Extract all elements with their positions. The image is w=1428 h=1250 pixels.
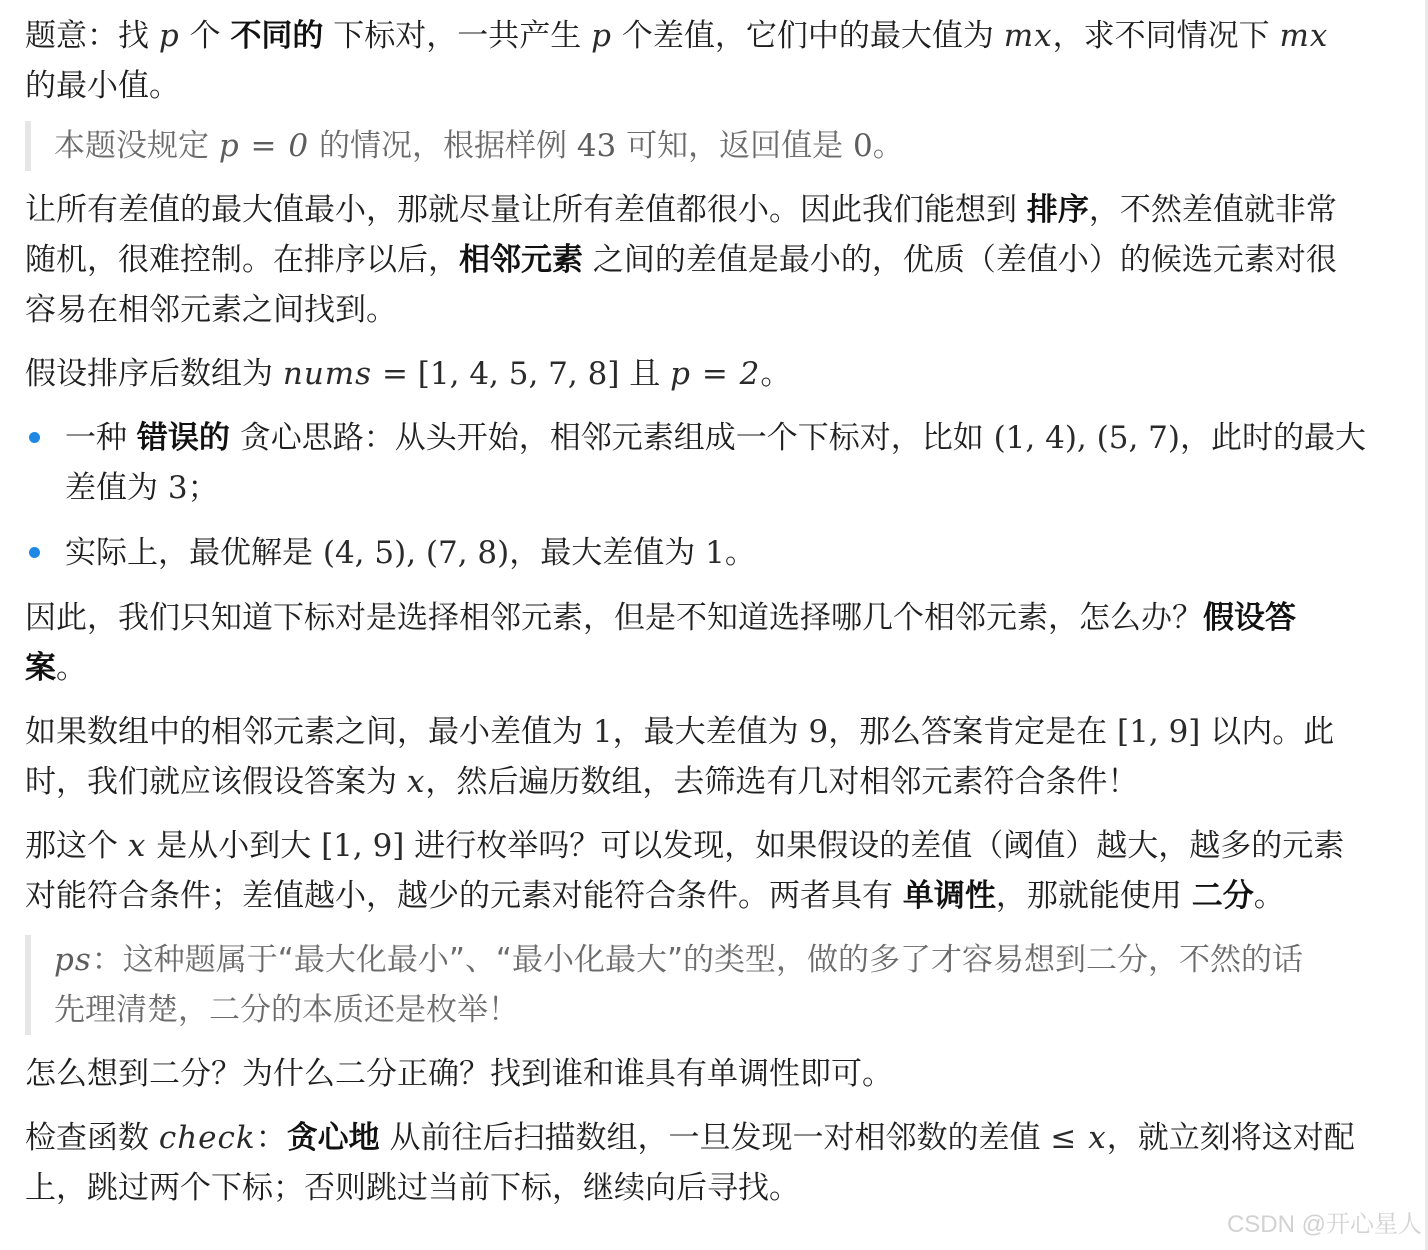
text-run: 。 [760, 356, 792, 392]
text-run: 以内。此 [1200, 714, 1335, 750]
text-run: 是从小到大 [146, 828, 322, 864]
text-line [25, 235, 1387, 285]
bullet-dot [29, 547, 40, 558]
math-inline: mx [1003, 18, 1053, 54]
text-run: 个 [179, 18, 231, 54]
math-inline: = [1, 4, 5, 7, 8] [372, 356, 620, 392]
text-run: 进行枚举吗？可以发现，如果假设的差值（阈值）越大，越多的元素 [404, 828, 1345, 864]
text-line [25, 185, 1387, 235]
math-inline: check [158, 1120, 256, 1156]
text-run: 的最小值。 [25, 68, 180, 104]
text-line [25, 349, 1387, 399]
guess-answer-paragraph [25, 593, 1387, 693]
text-line [65, 463, 1387, 513]
text-run: 本题没规定 [54, 128, 219, 164]
math-inline: 3 [167, 470, 188, 506]
text-run: 因此，我们只知道下标对是选择相邻元素，但是不知道选择哪几个相邻元素，怎么办？ [25, 600, 1203, 636]
text-line [65, 528, 1387, 578]
bold-text: 单调性 [902, 878, 996, 914]
text-run: 检查函数 [25, 1120, 159, 1156]
math-inline: x [406, 764, 426, 800]
list-item [25, 528, 1387, 578]
text-line [25, 61, 1387, 111]
text-run: 随机，很难控制。在排序以后， [25, 242, 459, 278]
text-run: 对能符合条件；差值越小，越少的元素对能符合条件。两者具有 [25, 878, 903, 914]
text-run: 差值为 [65, 470, 168, 506]
text-run: 从前往后扫描数组，一旦发现一对相邻数的差值 [379, 1120, 1051, 1156]
range-paragraph [25, 707, 1387, 807]
text-run: ，就立刻将这对配 [1106, 1120, 1355, 1156]
text-run: 一种 [65, 420, 137, 456]
text-run: 那这个 [25, 828, 128, 864]
bold-text: 不同的 [230, 18, 324, 54]
problem-statement-paragraph [25, 11, 1387, 111]
text-run: 下标对，一共产生 [323, 18, 592, 54]
text-line [25, 707, 1387, 757]
text-run: ，不然差值就非常 [1088, 192, 1337, 228]
bullet-dot [29, 432, 40, 443]
blockquote-note [25, 121, 1387, 171]
text-run: 假设排序后数组为 [25, 356, 283, 392]
text-line [65, 413, 1387, 463]
bold-text: 假设答 [1203, 600, 1296, 636]
text-run: ，那么答案肯定是在 [828, 714, 1118, 750]
text-run: 贪心思路：从头开始，相邻元素组成一个下标对，比如 [229, 420, 994, 456]
text-run: 。 [1253, 878, 1285, 914]
math-inline: [1, 9] [321, 828, 405, 864]
text-run: ，然后遍历数组，去筛选有几对相邻元素符合条件！ [425, 764, 1139, 800]
bold-text: 相邻元素 [459, 242, 583, 278]
text-run: 时，我们就应该假设答案为 [25, 764, 407, 800]
text-run: ，那就能使用 [995, 878, 1192, 914]
math-inline: mx [1279, 18, 1329, 54]
bold-text: 错误的 [136, 420, 230, 456]
text-line [25, 285, 1387, 335]
text-run: ，最大差值为 [612, 714, 809, 750]
bold-text: 贪心地 [286, 1120, 380, 1156]
text-line [25, 821, 1387, 871]
text-line [54, 985, 1387, 1035]
text-run: 个差值，它们中的最大值为 [612, 18, 1004, 54]
blockquote-ps-note [25, 935, 1387, 1035]
text-run: ，求不同情况下 [1052, 18, 1280, 54]
text-line [54, 121, 1387, 171]
text-run: 。 [872, 128, 904, 164]
text-line [25, 1163, 1387, 1213]
sorting-idea-paragraph [25, 185, 1387, 335]
text-run: 。 [56, 650, 87, 686]
article-body [25, 11, 1387, 1213]
text-run: 上，跳过两个下标；否则跳过当前下标，继续向后寻找。 [25, 1170, 800, 1206]
math-inline: (4, 5), (7, 8) [322, 535, 510, 571]
text-line [25, 1113, 1387, 1163]
text-run: ： [255, 1120, 287, 1156]
text-run: ，此时的最大 [1179, 420, 1366, 456]
why-binary-search-paragraph [25, 1049, 1387, 1099]
bold-text: 二分 [1191, 878, 1254, 914]
text-run: 题意：找 [25, 18, 159, 54]
watermark: CSDN @开心星人 [1226, 1211, 1422, 1238]
text-run: 且 [619, 356, 671, 392]
math-inline: ≤ x [1050, 1120, 1107, 1156]
math-inline: 1 [592, 714, 613, 750]
text-line [54, 935, 1387, 985]
math-inline: p = 2 [670, 356, 761, 392]
math-inline: 1 [705, 535, 725, 571]
math-inline: (1, 4), (5, 7) [993, 420, 1180, 456]
text-run: ； [187, 470, 219, 506]
text-line [25, 871, 1387, 921]
text-run: 让所有差值的最大值最小，那就尽量让所有差值都很小。因此我们能想到 [25, 192, 1027, 228]
math-inline: nums [282, 356, 373, 392]
math-inline: 0 [853, 128, 873, 164]
text-run: ：这种题属于“最大化最小”、“最小化最大”的类型，做的多了才容易想到二分，不然的话 [91, 942, 1304, 978]
text-run: 容易在相邻元素之间找到。 [25, 292, 397, 328]
math-inline: x [127, 828, 147, 864]
check-function-paragraph [25, 1113, 1387, 1213]
text-line [25, 643, 1387, 693]
text-run: 的情况，根据样例 [309, 128, 577, 164]
math-inline: ps [54, 942, 92, 978]
example-paragraph [25, 349, 1387, 399]
bold-text: 排序 [1026, 192, 1089, 228]
list-item [25, 413, 1387, 513]
math-inline: 9 [808, 714, 829, 750]
text-run: 如果数组中的相邻元素之间，最小差值为 [25, 714, 593, 750]
text-line [25, 1049, 1387, 1099]
math-inline: 43 [576, 128, 617, 164]
math-inline: p [158, 18, 180, 54]
text-run: 实际上，最优解是 [65, 535, 323, 571]
bold-text: 案 [25, 650, 56, 686]
text-run: ，最大差值为 [509, 535, 706, 571]
math-inline: p [591, 18, 613, 54]
math-inline: [1, 9] [1117, 714, 1201, 750]
text-line [25, 757, 1387, 807]
text-run: 。 [724, 535, 756, 571]
text-run: 怎么想到二分？为什么二分正确？找到谁和谁具有单调性即可。 [25, 1056, 893, 1092]
text-run: 之间的差值是最小的，优质（差值小）的候选元素对很 [583, 242, 1337, 278]
text-run: 先理清楚，二分的本质还是枚举！ [54, 992, 519, 1028]
math-inline: p = 0 [218, 128, 310, 164]
text-line [25, 11, 1387, 61]
text-run: 可知，返回值是 [616, 128, 853, 164]
text-line [25, 593, 1387, 643]
monotonic-paragraph [25, 821, 1387, 921]
